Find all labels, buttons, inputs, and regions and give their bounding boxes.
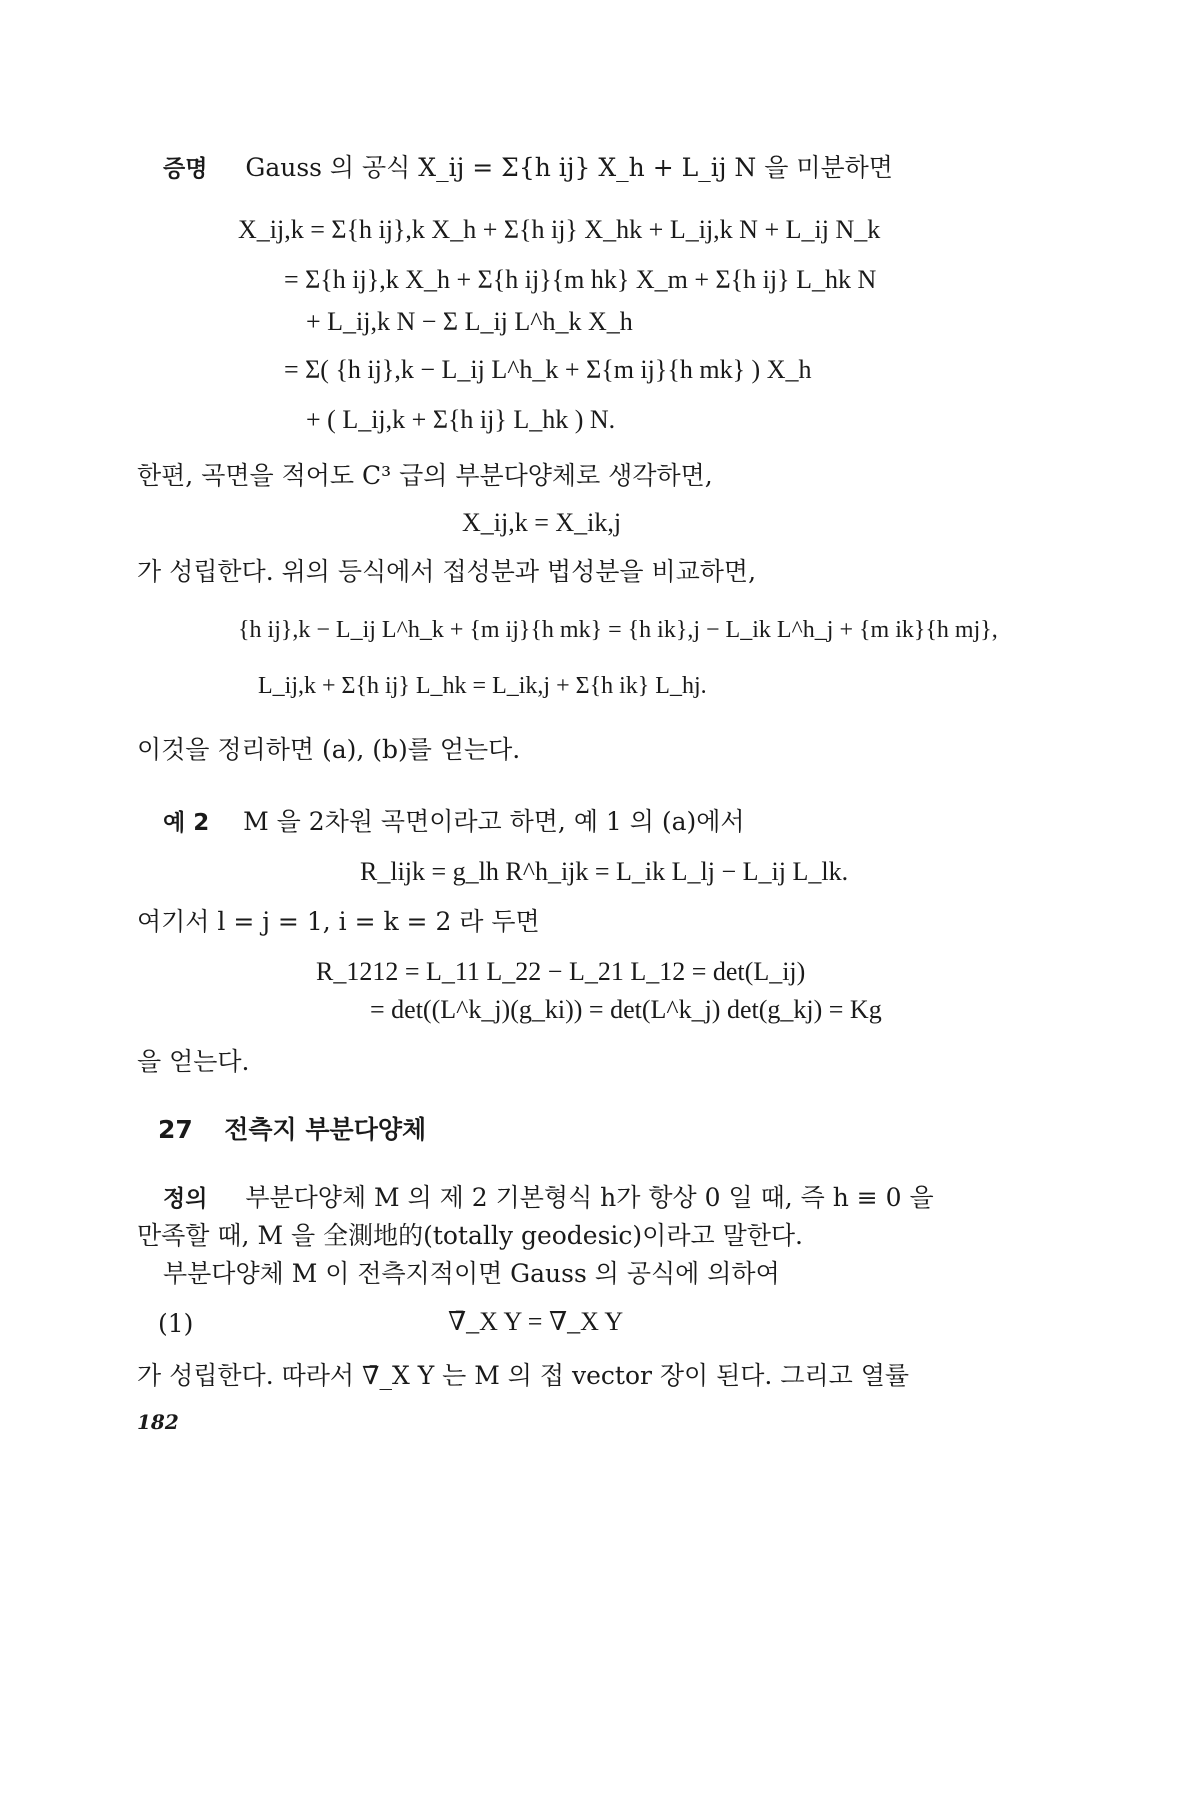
paragraph-c3: 한편, 곡면을 적어도 C³ 급의 부분다양체로 생각하면, [137, 461, 713, 490]
proof-eq-1: X_ij,k = Σ{h ij},k X_h + Σ{h ij} X_hk + L_ij,k N + L_ij N_k [238, 215, 881, 244]
symmetry-equation: X_ij,k = X_ik,j [462, 508, 622, 537]
proof-eq-2: = Σ{h ij},k X_h + Σ{h ij}{m hk} X_m + Σ{h ij} L_hk N [284, 265, 877, 294]
proof-label: 증명 [163, 156, 208, 182]
example-eq-b: = det((L^k_j)(g_ki)) = det(L^k_j) det(g_kj) = Kg [370, 995, 882, 1024]
section-heading [158, 1112, 426, 1148]
example-line [163, 804, 745, 841]
definition-text-3: 부분다양체 M 이 전측지적이면 Gauss 의 공식에 의하여 [163, 1259, 780, 1288]
example-text: M 을 2차원 곡면이라고 하면, 예 1 의 (a)에서 [243, 807, 745, 836]
equation-number: (1) [158, 1309, 194, 1338]
definition-label: 정의 [163, 1186, 208, 1212]
example-equation: R_lijk = g_lh R^h_ijk = L_ik L_lj − L_ij L_lk. [360, 857, 849, 886]
example-eq-a: R_1212 = L_11 L_22 − L_21 L_12 = det(L_ij) [316, 957, 806, 986]
section-title: 전측지 부분다양체 [224, 1115, 427, 1144]
example-substitution: 여기서 l = j = 1, i = k = 2 라 두면 [137, 907, 540, 936]
proof-eq-3: + L_ij,k N − Σ L_ij L^h_k X_h [306, 307, 633, 336]
section-number: 27 [158, 1115, 193, 1144]
paragraph-result: 이것을 정리하면 (a), (b)를 얻는다. [137, 735, 521, 764]
proof-eq-5: + ( L_ij,k + Σ{h ij} L_hk ) N. [306, 405, 616, 434]
proof-intro-line [163, 150, 893, 187]
compare-eq-1: {h ij},k − L_ij L^h_k + {m ij}{h mk} = {h ik},j − L_ik L^h_j + {m ik}{h mj}, [238, 617, 998, 643]
definition-text-1: 부분다양체 M 의 제 2 기본형식 h가 항상 0 일 때, 즉 h ≡ 0 을 [245, 1183, 934, 1212]
proof-eq-4: = Σ( {h ij},k − L_ij L^h_k + Σ{m ij}{h mk} ) X_h [284, 355, 812, 384]
proof-intro: Gauss 의 공식 X_ij = Σ{h ij} X_h + L_ij N 을 미분하면 [245, 153, 893, 182]
definition-text-2: 만족할 때, M 을 全測地的(totally geodesic)이라고 말한다. [137, 1221, 803, 1250]
example-end: 을 얻는다. [137, 1047, 250, 1076]
paragraph-compare: 가 성립한다. 위의 등식에서 접성분과 법성분을 비교하면, [137, 557, 757, 586]
page-number: 182 [137, 1410, 179, 1434]
compare-eq-2: L_ij,k + Σ{h ij} L_hk = L_ik,j + Σ{h ik} L_hj. [258, 673, 707, 699]
definition-text-4: 가 성립한다. 따라서 ∇̄_X Y 는 M 의 접 vector 장이 된다. 그리고 열률 [137, 1361, 910, 1390]
definition-line-1 [163, 1180, 934, 1217]
example-label: 예 2 [163, 810, 210, 836]
connection-equation: ∇̄_X Y = ∇_X Y [448, 1307, 624, 1336]
